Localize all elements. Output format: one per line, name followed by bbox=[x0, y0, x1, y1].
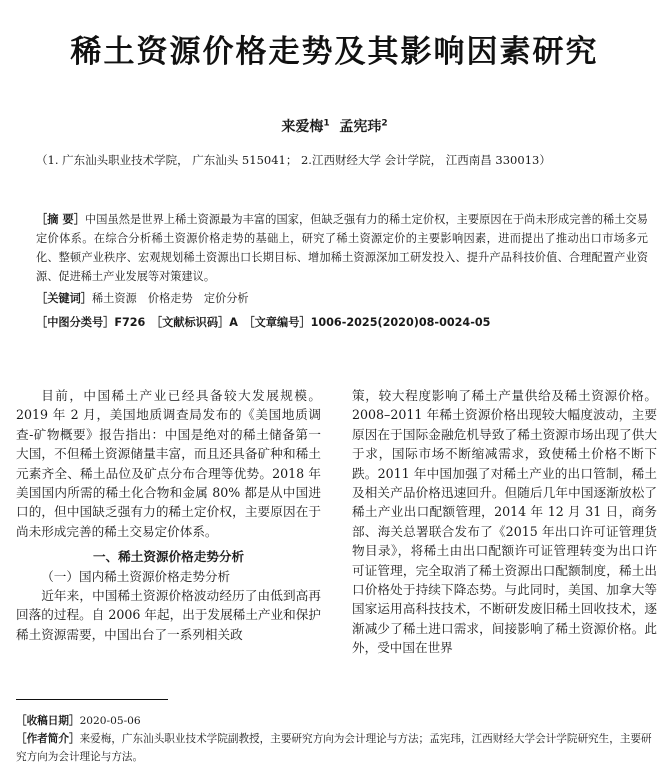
author-name: 来爱梅 bbox=[281, 119, 324, 135]
author-bio bbox=[16, 730, 661, 766]
author-sup: 1 bbox=[323, 118, 330, 129]
body-paragraph: 近年来，中国稀土资源价格波动经历了由低到高再回落的过程。自 2006 年起，出于发展稀土产业和保护稀土资源需要，中国出台了一系列相关政 bbox=[16, 588, 321, 642]
author-name: 孟宪玮 bbox=[339, 119, 382, 135]
body-column-right bbox=[352, 386, 657, 658]
abstract-label: ［摘 要］ bbox=[36, 213, 86, 226]
footnote bbox=[16, 712, 661, 766]
keywords-label: ［关键词］ bbox=[36, 292, 92, 305]
received-label: ［收稿日期］ bbox=[16, 715, 80, 727]
author-line bbox=[0, 116, 669, 136]
classification-line: ［中图分类号］F726 ［文献标识码］A ［文章编号］1006-2025(2020)08-0024-05 bbox=[36, 316, 491, 329]
keywords-text: 稀土资源 价格走势 定价分析 bbox=[91, 292, 249, 305]
body-paragraph: 目前，中国稀土产业已经具备较大发展规模。2019 年 2 月，美国地质调查局发布的《美国地质调查-矿物概要》报告指出：中国是绝对的稀土储备第一大国，不但稀土资源储量丰富，而且还具备矿种和稀土元素齐全、稀土品位及矿点分布合理等优势。2018 年美国国内所需的稀土化合物和金属 80% 都是从中国进口的，但中国缺乏强有力的稀土定价权，主要原因在于尚未形成完善的稀土交易定价体系。 bbox=[16, 388, 321, 539]
received-date bbox=[16, 712, 661, 730]
keywords bbox=[36, 290, 648, 306]
bio-label: ［作者简介］ bbox=[16, 733, 80, 745]
author-sup: 2 bbox=[381, 118, 388, 129]
footnote-divider bbox=[16, 699, 168, 700]
body-column-left bbox=[16, 386, 321, 644]
received-value: 2020-05-06 bbox=[79, 715, 141, 727]
affiliation: （1. 广东汕头职业技术学院， 广东汕头 515041； 2.江西财经大学 会计学院， 江西南昌 330013） bbox=[36, 153, 551, 167]
body-paragraph: 策，较大程度影响了稀土产量供给及稀土资源价格。2008–2011 年稀土资源价格出现较大幅度波动，主要原因在于国际金融危机导致了稀土资源市场出现了供大于求，国际市场不断缩减需求，致使稀土价格不断下跌。2011 年中国加强了对稀土产业的出口管制，稀土及相关产品价格迅速回升。但随后几年中国逐渐放松了稀土产业出口配额管理，2014 年 12 月 31 日，商务部、海关总署联合发布了《2015 年出口许可证管理货物目录》，将稀土由出口配额许可证管理转变为出口许可证管理，完全取消了稀土资源出口配额制度，稀土出口价格处于持续下降态势。与此同时，美国、加拿大等国家运用高科技技术，不断研发废旧稀土回收技术，逐渐减少了稀土进口需求，间接影响了稀土资源价格。此外，受中国在世界 bbox=[352, 388, 657, 656]
section-heading: 一、稀土资源价格走势分析 bbox=[92, 549, 245, 565]
paper-title: 稀土资源价格走势及其影响因素研究 bbox=[70, 34, 599, 70]
bio-text: 来爱梅，广东汕头职业技术学院副教授，主要研究方向为会计理论与方法；孟宪玮，江西财经大学会计学院研究生，主要研究方向为会计理论与方法。 bbox=[16, 733, 652, 763]
abstract bbox=[36, 210, 648, 286]
abstract-text: 中国虽然是世界上稀土资源最为丰富的国家，但缺乏强有力的稀土定价权，主要原因在于尚未形成完善的稀土交易定价体系。在综合分析稀土资源价格走势的基础上，研究了稀土资源定价的主要影响因素，进而提出了推动出口市场多元化、整顿产业秩序、宏观规划稀土资源出口长期目标、增加稀土资源深加工研发投入、提升产品科技价值、合理配置产业资源、促进稀土产业发展等对策建议。 bbox=[36, 213, 648, 283]
subsection-heading: （一）国内稀土资源价格走势分析 bbox=[41, 568, 231, 584]
